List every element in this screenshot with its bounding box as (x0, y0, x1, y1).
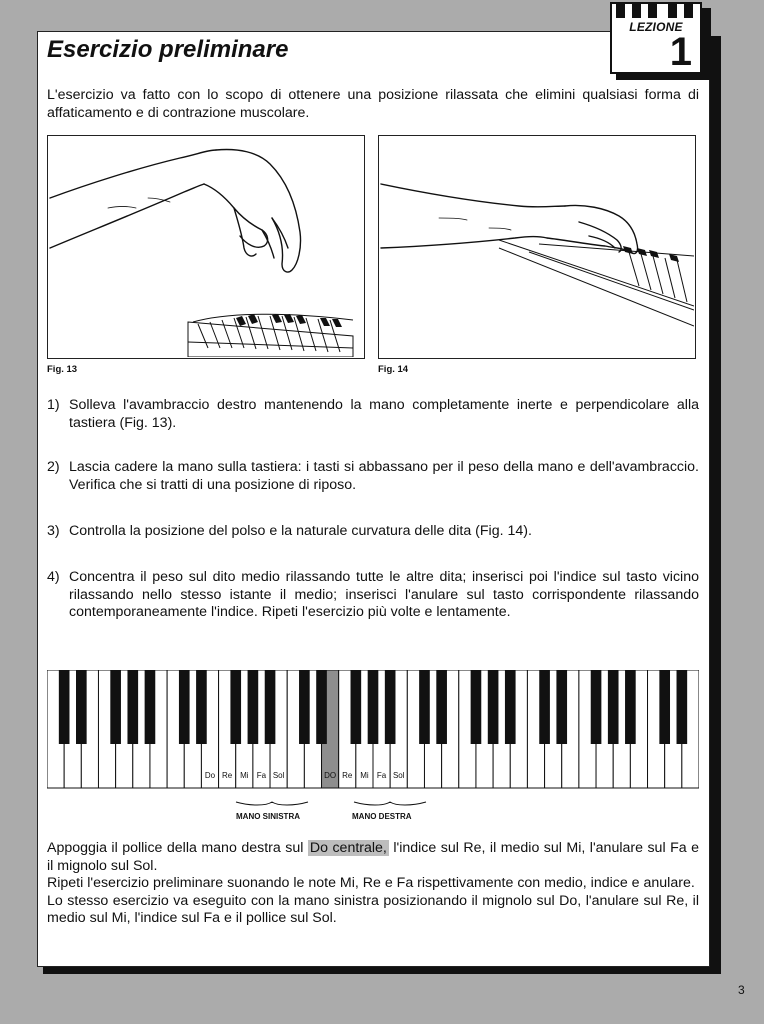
black-key (230, 670, 241, 744)
figure-13 (47, 135, 365, 359)
step-1 (47, 397, 699, 432)
left-note-label: Do (204, 771, 216, 780)
black-key (385, 670, 396, 744)
middle-c-highlight: Do centrale, (309, 840, 387, 856)
right-note-label: DO (324, 771, 337, 780)
black-key (368, 670, 379, 744)
black-key (539, 670, 550, 744)
black-key (488, 670, 499, 744)
step-2 (47, 459, 699, 494)
left-hand-label: MANO SINISTRA (236, 812, 300, 821)
figure-14-caption: Fig. 14 (378, 364, 409, 375)
right-hand-label: MANO DESTRA (352, 812, 412, 821)
figure-14 (378, 135, 696, 359)
intro-text: L'esercizio va fatto con lo scopo di ottenere una posizione rilassata che elimini qualsiasi forma di affaticamento e di contrazione muscolare. (47, 87, 699, 121)
step-3-number: 3) (47, 523, 60, 539)
left-note-label: Re (222, 771, 233, 780)
keyboard-diagram (47, 670, 699, 790)
final-paragraph-1 (47, 840, 699, 875)
black-key (625, 670, 636, 744)
black-key (471, 670, 482, 744)
step-4-text: Concentra il peso sul dito medio rilassando tutte le altre dita; inserisci poi l'indice sul tasto vicino rilassando nello stesso istante il medio; inserisci l'anulare sul tasto corrispondente rilassando contemporaneamente l'indice. Ripeti l'esercizio più volte e lentamente. (69, 569, 699, 620)
black-key (677, 670, 688, 744)
black-key (419, 670, 430, 744)
lesson-tab-keys-icon (612, 4, 700, 18)
step-3 (47, 523, 699, 541)
right-note-label: Sol (392, 771, 405, 780)
left-note-label: Sol (272, 771, 285, 780)
final-paragraph-2: Ripeti l'esercizio preliminare suonando le note Mi, Re e Fa rispettivamente con medio, indice e anulare. (47, 875, 695, 891)
black-key (591, 670, 602, 744)
right-note-label: Fa (376, 771, 387, 780)
black-key (316, 670, 327, 744)
step-2-text: Lascia cadere la mano sulla tastiera: i tasti si abbassano per il peso della mano e dell'avambraccio. Verifica che si tratti di una posizione di riposo. (69, 459, 699, 493)
black-key (299, 670, 310, 744)
left-note-label: Fa (256, 771, 267, 780)
black-key (127, 670, 138, 744)
figure-13-caption: Fig. 13 (47, 364, 78, 375)
final-text (47, 840, 699, 928)
black-key (248, 670, 259, 744)
lesson-tab (610, 2, 702, 74)
lesson-number: 1 (669, 30, 692, 74)
step-2-number: 2) (47, 459, 60, 475)
black-key (436, 670, 447, 744)
right-note-label: Mi (360, 771, 369, 780)
black-key (505, 670, 516, 744)
hand-on-keyboard-illustration (379, 136, 694, 357)
final-p1-after: l'indice sul Re, il medio sul Mi, l'anulare sul Fa e il mignolo sul Sol. (47, 840, 699, 874)
right-hand-brace (354, 802, 426, 805)
right-note-label: Re (342, 771, 353, 780)
lesson-label: LEZIONE (629, 20, 683, 34)
left-note-label: Mi (240, 771, 249, 780)
raised-hand-illustration (48, 136, 363, 357)
black-key (110, 670, 121, 744)
final-paragraph-3: Lo stesso esercizio va eseguito con la mano sinistra posizionando il mignolo sul Do, l'anulare sul Re, il medio sul Mi, l'indice sul Fa e il pollice sul Sol. (47, 892, 699, 926)
page-title: Esercizio preliminare (47, 36, 289, 63)
black-key (76, 670, 87, 744)
black-key (608, 670, 619, 744)
black-key (556, 670, 567, 744)
black-keys (59, 670, 687, 744)
black-key (145, 670, 156, 744)
left-hand-brace (236, 802, 308, 805)
page-number: 3 (738, 983, 745, 997)
step-3-text: Controlla la posizione del polso e la naturale curvatura delle dita (Fig. 14). (69, 523, 532, 539)
black-key (196, 670, 207, 744)
step-1-number: 1) (47, 397, 60, 413)
black-key (351, 670, 362, 744)
black-key (265, 670, 276, 744)
black-key (659, 670, 670, 744)
step-4-number: 4) (47, 569, 60, 585)
black-key (59, 670, 70, 744)
step-1-text: Solleva l'avambraccio destro mantenendo la mano completamente inerte e perpendicolare alla tastiera (Fig. 13). (69, 397, 699, 431)
black-key (179, 670, 190, 744)
step-4 (47, 569, 699, 622)
final-p1-before: Appoggia il pollice della mano destra sul (47, 840, 308, 856)
